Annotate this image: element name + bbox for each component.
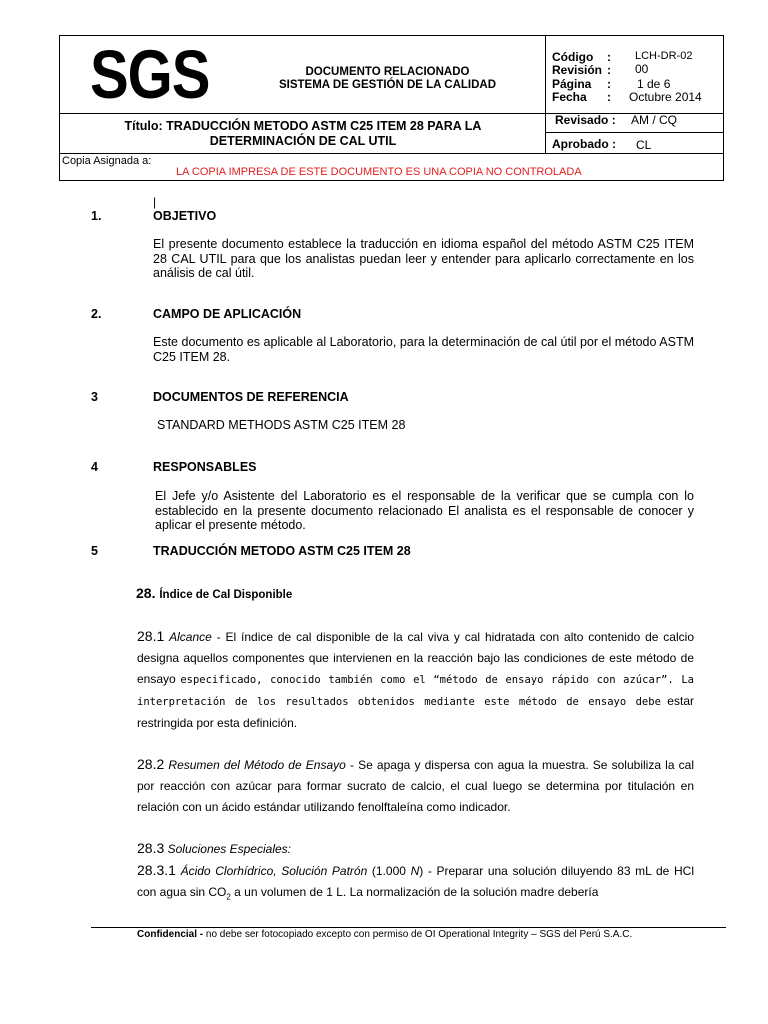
meta-value-pagina: 1 de 6	[637, 77, 671, 91]
meta-label-revision: Revisión	[552, 63, 603, 77]
meta-colon: :	[607, 63, 611, 77]
heading-text: Índice de Cal Disponible	[159, 589, 293, 601]
subject-title-line1: Título: TRADUCCIÓN METODO ASTM C25 ITEM 28 PARA LA	[124, 119, 482, 133]
uncontrolled-copy-notice: LA COPIA IMPRESA DE ESTE DOCUMENTO ES UNA COPIA NO CONTROLADA	[176, 166, 582, 178]
paragraph-28-1	[137, 626, 694, 734]
revisado-value: AM / CQ	[631, 113, 678, 127]
clause-title: Resumen del Método de Ensayo	[168, 758, 346, 772]
footer	[137, 929, 632, 940]
heading-number: 28.	[136, 585, 156, 601]
clause-title: Soluciones Especiales:	[167, 842, 291, 856]
document-title-line1: DOCUMENTO RELACIONADO	[305, 66, 470, 78]
subscript: 2	[226, 892, 231, 902]
section-number: 3	[91, 390, 98, 404]
section-title-objetivo: OBJETIVO	[153, 209, 217, 223]
meta-label-fecha: Fecha	[552, 90, 587, 104]
section-title-campo: CAMPO DE APLICACIÓN	[153, 307, 302, 321]
translation-heading	[136, 585, 292, 601]
meta-label-pagina: Página	[552, 77, 592, 91]
meta-colon: :	[607, 77, 611, 91]
concentration-unit: N	[410, 864, 420, 878]
section-title-traduccion: TRADUCCIÓN METODO ASTM C25 ITEM 28	[153, 544, 411, 558]
header-divider-2	[59, 153, 724, 154]
section-number: 2.	[91, 307, 102, 321]
meta-colon: :	[607, 50, 611, 64]
clause-title: Ácido Clorhídrico, Solución Patrón	[180, 864, 368, 878]
header-divider-meta	[545, 132, 724, 133]
clause-number: 28.3.1	[137, 862, 176, 878]
text-cursor: |	[153, 195, 157, 209]
clause-text: - Se apaga y dispersa con agua la muestra. Se solubiliza la cal por reacción con azúcar para formar sucrato de calcio, el cual luego se determina por titulación en relación con un ácido estándar utilizando fenolftaleína como indicador.	[137, 758, 694, 814]
clause-number: 28.2	[137, 756, 165, 772]
section-text-campo: Este documento es aplicable al Laboratorio, para la determinación de cal útil por el método ASTM C25 ITEM 28.	[153, 335, 694, 364]
concentration-open: (1.000	[367, 864, 411, 878]
meta-value-revision: 00	[635, 62, 649, 76]
sgs-logo: SGS	[90, 36, 210, 114]
meta-value-codigo: LCH-DR-02	[635, 50, 693, 62]
footer-bold: Confidencial -	[137, 929, 204, 940]
footer-divider	[91, 927, 726, 928]
revisado-label: Revisado :	[555, 113, 616, 127]
header-vertical-divider	[545, 35, 546, 153]
clause-text: - El índice de cal disponible de la cal viva y cal hidratada con alto contenido de calcio designa aquellos componentes que intervienen en la reacción bajo las condiciones de este método de ensayo	[137, 630, 694, 686]
subject-title-line2: DETERMINACIÓN DE CAL UTIL	[209, 134, 397, 148]
clause-text-mono: especificado, conocido también como el “método de ensayo rápido con azúcar”. La interpretación de los resultados obtenidos mediante este método de ensayo debe	[137, 674, 694, 708]
clause-text-end: a un volumen de 1 L. La normalización de la solución madre debería	[230, 885, 599, 899]
paragraph-28-3	[137, 838, 694, 860]
clause-text-end: estar restringida por esta definición.	[137, 694, 694, 730]
clause-number: 28.1	[137, 628, 165, 644]
section-text-objetivo: El presente documento establece la traducción en idioma español del método ASTM C25 ITEM 28 CAL UTIL para que los analistas puedan leer y entender para aplicarlo correctamente en los análisis de cal útil.	[153, 237, 694, 280]
document-title-line2: SISTEMA DE GESTIÓN DE LA CALIDAD	[278, 79, 497, 91]
aprobado-value: CL	[636, 138, 652, 152]
document-subject-title	[62, 119, 544, 149]
paragraph-28-3-1	[137, 860, 694, 907]
section-title-responsables: RESPONSABLES	[153, 460, 257, 474]
section-number: 4	[91, 460, 98, 474]
section-text-responsables: El Jefe y/o Asistente del Laboratorio es el responsable de la verificar que se cumpla con lo establecido en la presente documento relacionado El analista es el responsable de conocer y aplicar el presente método.	[155, 489, 694, 532]
meta-colon: :	[607, 90, 611, 104]
clause-title: Alcance	[169, 630, 212, 644]
section-number: 1.	[91, 209, 102, 223]
meta-label-codigo: Código	[552, 50, 594, 64]
document-title	[230, 66, 545, 92]
footer-text: no debe ser fotocopiado excepto con permiso de OI Operational Integrity – SGS del Perú S.A.C.	[203, 929, 633, 940]
meta-value-fecha: Octubre 2014	[629, 90, 702, 104]
aprobado-label: Aprobado :	[552, 137, 616, 151]
copia-asignada-label: Copia Asignada a:	[62, 155, 152, 167]
clause-text: - Preparar una solución diluyendo 83 mL de HCl con agua sin CO	[137, 864, 694, 899]
section-title-referencia: DOCUMENTOS DE REFERENCIA	[153, 390, 349, 404]
paragraph-28-2	[137, 754, 694, 818]
clause-number: 28.3	[137, 840, 165, 856]
concentration-close: )	[419, 864, 424, 878]
section-text-referencia: STANDARD METHODS ASTM C25 ITEM 28	[157, 418, 406, 432]
section-number: 5	[91, 544, 98, 558]
